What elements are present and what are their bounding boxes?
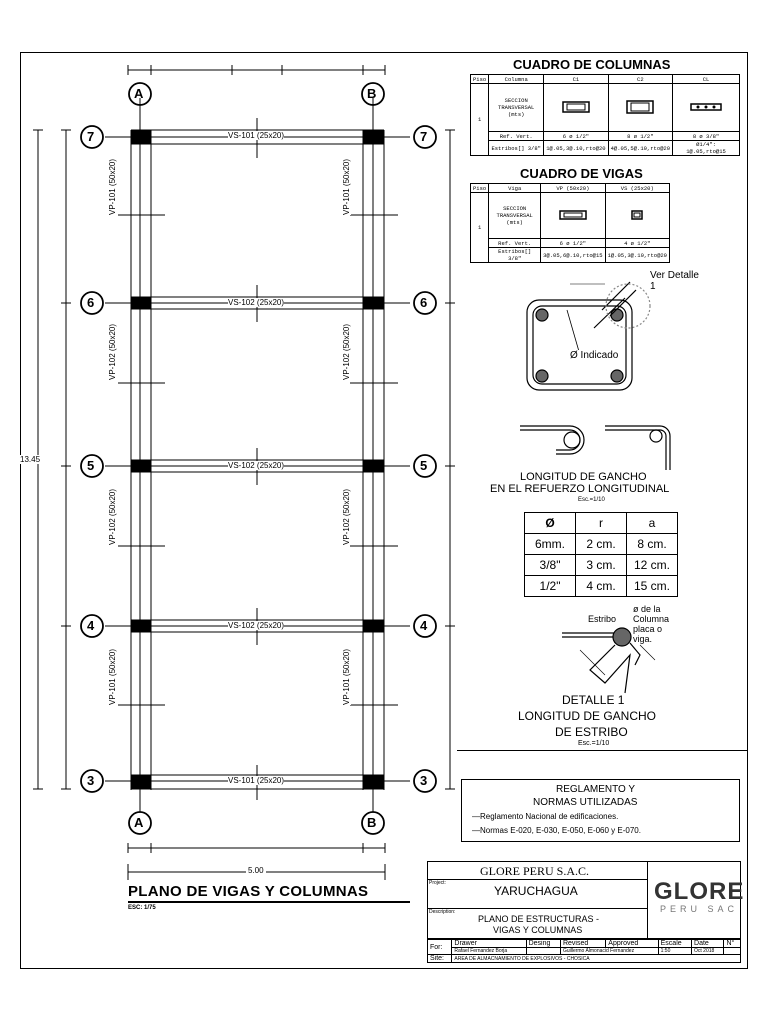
reglamento-item-1: —Reglamento Nacional de edificaciones. xyxy=(472,812,619,821)
col-header-piso: Piso xyxy=(471,75,489,84)
axis-label-right-3: 3 xyxy=(420,773,428,788)
beam-label-h4: VS-102 (25x20) xyxy=(228,621,285,630)
plan-scale: ESC: 1/75 xyxy=(128,905,156,911)
for-label: For: xyxy=(428,940,452,955)
gancho-header-a: a xyxy=(627,513,678,534)
col-estribos-c1: 1@.05,3@.10,rto@20 xyxy=(544,141,608,156)
ver-detalle-label: Ver Detalle 1 xyxy=(650,270,699,292)
titleblock-description-2: VIGAS Y COLUMNAS xyxy=(493,925,583,935)
axis-label-right-6: 6 xyxy=(420,295,428,310)
col-header-columna: Columna xyxy=(489,75,544,84)
titleblock-project-label: Project: xyxy=(429,880,446,886)
reglamento-item-2: —Normas E-020, E-030, E-050, E-060 y E-070. xyxy=(472,826,641,835)
viga-estribos-label: Estribos[] 3/8" xyxy=(489,248,541,263)
col-c2-section xyxy=(608,84,672,132)
site-label: Site: xyxy=(428,955,452,963)
viga-vp-section xyxy=(541,193,605,239)
revised-value: Guillermo Almonacid Fernandez xyxy=(560,948,658,955)
axis-label-right-7: 7 xyxy=(420,129,428,144)
gancho-header-phi: Ø xyxy=(525,513,576,534)
axis-label-bottom-a: A xyxy=(134,815,144,830)
titleblock-footer-table xyxy=(427,939,741,963)
col-piso: 1 xyxy=(471,84,489,156)
beam-label-right-3: VP-102 (50x20) xyxy=(342,488,351,545)
col-header-c1: C1 xyxy=(544,75,608,84)
detalle1-scale: Esc.=1/10 xyxy=(578,740,610,747)
gancho-cell: 12 cm. xyxy=(627,555,678,576)
beam-label-left-3: VP-102 (50x20) xyxy=(108,488,117,545)
gancho-cell: 3/8" xyxy=(525,555,576,576)
beam-label-right-4: VP-101 (50x20) xyxy=(342,648,351,705)
approved-label: Approved xyxy=(606,940,658,948)
viga-estribos-vs: 1@.05,3@.10,rto@20 xyxy=(605,248,669,263)
viga-vs-section xyxy=(605,193,669,239)
viga-header-piso: Piso xyxy=(471,184,489,193)
date-label: Date xyxy=(692,940,724,948)
viga-refvert-vp: 6 ø 1/2" xyxy=(541,239,605,248)
titleblock-company: GLORE PERU S.A.C. xyxy=(480,864,590,878)
axis-label-left-5: 5 xyxy=(87,458,95,473)
axis-label-left-3: 3 xyxy=(87,773,95,788)
plan-title: PLANO DE VIGAS Y COLUMNAS xyxy=(128,883,369,900)
axis-label-bottom-b: B xyxy=(367,815,377,830)
gancho-cell: 3 cm. xyxy=(576,555,627,576)
axis-label-right-4: 4 xyxy=(420,618,428,633)
detalle1-estribo-label: Estribo xyxy=(588,614,617,624)
beam-label-left-4: VP-101 (50x20) xyxy=(108,648,117,705)
beam-label-h5: VS-101 (25x20) xyxy=(228,776,285,785)
titleblock-project: YARUCHAGUA xyxy=(494,884,578,898)
col-estribos-label: Estribos[] 3/8" xyxy=(489,141,544,156)
col-cl-section xyxy=(673,84,740,132)
escale-value: 1:50 xyxy=(658,948,691,955)
col-refvert-c1: 6 ø 1/2" xyxy=(544,132,608,141)
beam-label-h2: VS-102 (25x20) xyxy=(228,298,285,307)
beam-label-right-2: VP-102 (50x20) xyxy=(342,323,351,380)
reglamento-title-2: NORMAS UTILIZADAS xyxy=(533,797,638,808)
drawer-value: Rafael Fernandez Borja xyxy=(452,948,526,955)
beam-label-left-1: VP-101 (50x20) xyxy=(108,158,117,215)
viga-header-vp: VP (50x20) xyxy=(541,184,605,193)
date-value: Oct 2018 xyxy=(692,948,724,955)
plan-title-underline xyxy=(128,901,410,903)
reglamento-title-1: REGLAMENTO Y xyxy=(556,784,636,795)
detalle1-title-1: DETALLE 1 xyxy=(562,693,625,707)
gancho-cell: 15 cm. xyxy=(627,576,678,597)
gancho-header-r: r xyxy=(576,513,627,534)
logo-sub: PERU SAC xyxy=(660,904,739,914)
gancho-scale: Esc.=1/10 xyxy=(578,497,605,503)
cuadro-vigas-title: CUADRO DE VIGAS xyxy=(520,166,643,181)
dim-total-horizontal: 5.00 xyxy=(248,866,264,875)
col-header-cl: CL xyxy=(673,75,740,84)
escale-label: Escale xyxy=(658,940,691,948)
axis-label-left-7: 7 xyxy=(87,129,95,144)
revised-label: Revised xyxy=(560,940,605,948)
col-c1-section xyxy=(544,84,608,132)
col-refvert-label: Ref. Vert. xyxy=(489,132,544,141)
divider xyxy=(457,750,748,751)
viga-refvert-label: Ref. Vert. xyxy=(489,239,541,248)
site-value: AREA DE ALMACNAMIENTO DE EXPLOSIVOS - CHOSICA xyxy=(452,955,741,963)
axis-label-top-b: B xyxy=(367,86,377,101)
beam-label-left-2: VP-102 (50x20) xyxy=(108,323,117,380)
desing-label: Desing xyxy=(526,940,560,948)
col-refvert-cl: 8 ø 3/8" xyxy=(673,132,740,141)
beam-label-h3: VS-102 (25x20) xyxy=(228,461,285,470)
gancho-cell: 6mm. xyxy=(525,534,576,555)
viga-header-viga: Viga xyxy=(489,184,541,193)
gancho-cell: 8 cm. xyxy=(627,534,678,555)
detalle1-title-2: LONGITUD DE GANCHO xyxy=(518,709,657,723)
col-estribos-c2: 4@.05,5@.10,rto@20 xyxy=(608,141,672,156)
gancho-cell: 2 cm. xyxy=(576,534,627,555)
col-header-c2: C2 xyxy=(608,75,672,84)
indicado-label: Ø Indicado xyxy=(570,350,619,361)
cuadro-columnas-table xyxy=(470,74,740,156)
cuadro-columnas-title: CUADRO DE COLUMNAS xyxy=(513,57,671,72)
detalle1-phi-label: ø de la Columna placa o viga. xyxy=(633,604,670,644)
gancho-title-1: LONGITUD DE GANCHO xyxy=(520,471,647,483)
beam-label-h1: VS-101 (25x20) xyxy=(228,131,285,140)
drawer-label: Drawer xyxy=(452,940,526,948)
gancho-longitudinal-drawing xyxy=(510,412,710,472)
viga-header-vs: VS (25x20) xyxy=(605,184,669,193)
gancho-cell: 1/2" xyxy=(525,576,576,597)
logo-main: GLORE xyxy=(654,878,745,905)
axis-label-right-5: 5 xyxy=(420,458,428,473)
viga-estribos-vp: 3@.05,6@.10,rto@15 xyxy=(541,248,605,263)
col-seccion-label: SECCION TRANSVERSAL (mts) xyxy=(489,84,544,132)
gancho-table xyxy=(524,512,678,597)
titleblock-description-1: PLANO DE ESTRUCTURAS - xyxy=(478,914,600,924)
axis-label-left-4: 4 xyxy=(87,618,95,633)
detalle1-title-3: DE ESTRIBO xyxy=(555,725,628,739)
col-refvert-c2: 8 ø 1/2" xyxy=(608,132,672,141)
col-estribos-cl: Ø1/4": 1@.05,rto@15 xyxy=(673,141,740,156)
axis-label-left-6: 6 xyxy=(87,295,95,310)
n-label: N° xyxy=(724,940,741,948)
dim-total-vertical: 13.45 xyxy=(20,455,41,464)
beam-label-right-1: VP-101 (50x20) xyxy=(342,158,351,215)
viga-refvert-vs: 4 ø 1/2" xyxy=(605,239,669,248)
titleblock-description-label: Description: xyxy=(429,909,456,915)
cuadro-vigas-table xyxy=(470,183,670,263)
stirrup-detail-drawing xyxy=(510,270,670,400)
axis-label-top-a: A xyxy=(134,86,144,101)
gancho-cell: 4 cm. xyxy=(576,576,627,597)
viga-seccion-label: SECCION TRANSVERSAL (mts) xyxy=(489,193,541,239)
viga-piso: 1 xyxy=(471,193,489,263)
gancho-title-2: EN EL REFUERZO LONGITUDINAL xyxy=(490,483,670,495)
